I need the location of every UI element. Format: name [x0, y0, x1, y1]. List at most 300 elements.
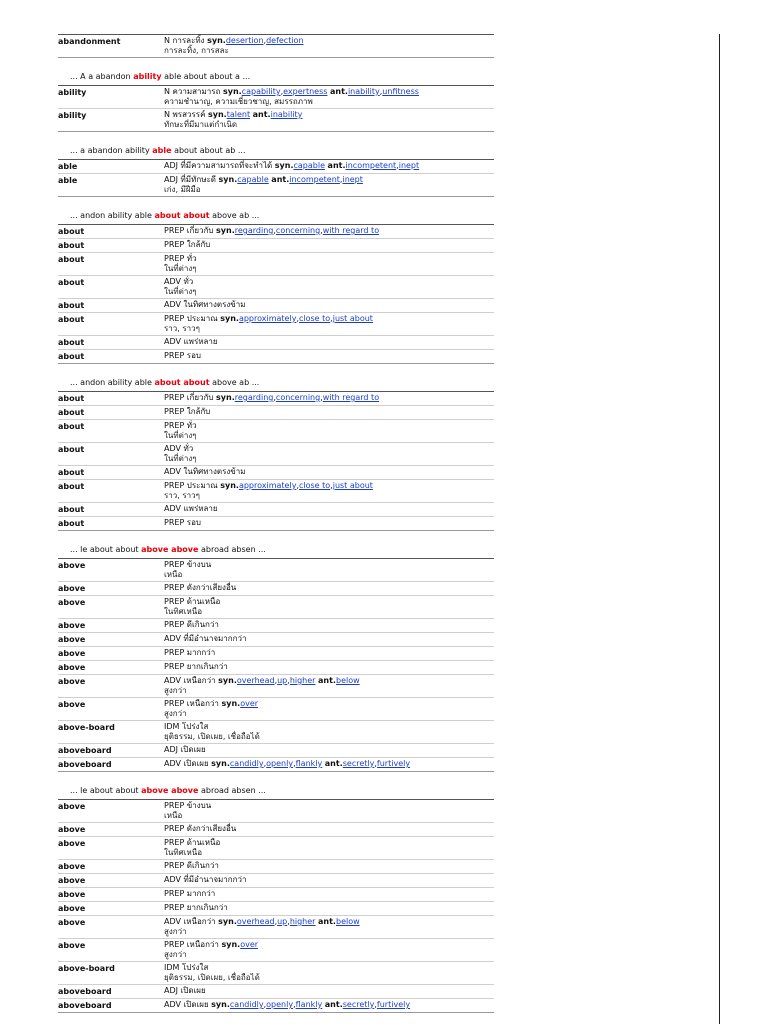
synonym-link[interactable]: up: [277, 676, 288, 685]
ant-label: ant.: [252, 110, 271, 119]
table-row: [58, 35, 494, 58]
synonym-link[interactable]: with regard to: [322, 226, 380, 235]
definition-cell: [164, 351, 494, 362]
synonym-link[interactable]: capable: [293, 161, 325, 170]
definition-text: IDM โปร่งใส: [164, 963, 209, 972]
context-pre: ... le about about: [70, 786, 139, 795]
definition-line: [164, 838, 494, 848]
definition-cell: [164, 699, 494, 719]
context-highlight: above above: [141, 786, 199, 795]
definition-line: [164, 444, 494, 454]
definition-cell: [164, 861, 494, 872]
link-separator: ,: [330, 481, 333, 490]
definition-line: [164, 240, 494, 250]
syn-label: syn.: [207, 110, 227, 119]
definition-cell: [164, 838, 494, 858]
entries-table: [58, 391, 494, 531]
ant-label: ant.: [327, 161, 346, 170]
synonym-link[interactable]: regarding: [234, 393, 274, 402]
definition-cell: [164, 314, 494, 334]
headword: above: [58, 621, 86, 630]
gloss-line: เหนือ: [164, 811, 183, 820]
table-row: [58, 420, 494, 443]
synonym-link[interactable]: openly: [266, 1000, 294, 1009]
syn-label: syn.: [218, 676, 237, 685]
definition-cell: [164, 722, 494, 742]
headword: about: [58, 468, 85, 477]
definition-text: N ความสามารถ: [164, 87, 221, 96]
definition-text: PREP เกี่ยวกับ: [164, 226, 214, 235]
synonym-link[interactable]: over: [240, 699, 259, 708]
table-row: [58, 86, 494, 109]
definition-line: [164, 963, 494, 973]
definition-text: PREP ประมาณ: [164, 481, 218, 490]
gloss-line: การละทิ้ง, การสละ: [164, 46, 229, 55]
table-row: [58, 109, 494, 132]
entries-table: [58, 558, 494, 772]
definition-line: [164, 801, 494, 811]
definition-text: PREP ดีเกินกว่า: [164, 620, 219, 629]
synonym-link[interactable]: up: [277, 917, 288, 926]
headword: about: [58, 278, 85, 287]
headword: about: [58, 338, 85, 347]
syn-label: syn.: [218, 175, 238, 184]
definition-text: PREP ใกล้กับ: [164, 240, 211, 249]
synonym-link[interactable]: regarding: [234, 226, 274, 235]
syn-label: syn.: [207, 36, 226, 45]
syn-label: syn.: [222, 87, 242, 96]
headword: about: [58, 445, 85, 454]
table-row: [58, 503, 494, 517]
headword: about: [58, 301, 85, 310]
definition-text: ADV ที่มีอำนาจมากกว่า: [164, 634, 247, 643]
definition-line: [164, 421, 494, 431]
definition-text: PREP ทั่ว: [164, 421, 197, 430]
synonym-link[interactable]: approximately: [238, 481, 297, 490]
link-separator: ,: [320, 226, 323, 235]
entry-block: [58, 210, 494, 364]
definition-cell: [164, 481, 494, 501]
definition-line: [164, 583, 494, 593]
definition-cell: [164, 421, 494, 441]
table-row: [58, 336, 494, 350]
link-separator: ,: [396, 161, 399, 170]
definition-cell: [164, 986, 494, 997]
table-row: [58, 619, 494, 633]
definition-cell: [164, 889, 494, 900]
antonym-link[interactable]: secretly: [342, 759, 375, 768]
synonym-link[interactable]: over: [240, 940, 259, 949]
ant-label: ant.: [318, 917, 336, 926]
table-row: [58, 721, 494, 744]
syn-label: syn.: [218, 917, 237, 926]
definition-cell: [164, 597, 494, 617]
definition-cell: [164, 110, 494, 130]
context-highlight: about about: [154, 378, 210, 387]
antonym-link[interactable]: secretly: [342, 1000, 375, 1009]
table-row: [58, 253, 494, 276]
definition-cell: [164, 175, 494, 195]
definition-line: [164, 917, 494, 927]
definition-line: [164, 940, 494, 950]
gloss-line: ยุติธรรม, เปิดเผย, เชื่อถือได้: [164, 732, 260, 741]
table-row: [58, 466, 494, 480]
synonym-link[interactable]: concerning: [275, 393, 321, 402]
synonym-link[interactable]: concerning: [275, 226, 321, 235]
headword: above: [58, 677, 86, 686]
definition-text: PREP รอบ: [164, 351, 201, 360]
synonym-link[interactable]: expertness: [283, 87, 328, 96]
headword: above: [58, 649, 86, 658]
gloss-line: สูงกว่า: [164, 709, 187, 718]
synonym-link[interactable]: candidly: [229, 1000, 264, 1009]
definition-line: [164, 648, 494, 658]
link-separator: ,: [263, 759, 267, 768]
table-row: [58, 517, 494, 531]
headword: aboveboard: [58, 746, 112, 755]
definition-text: ADV แพร่หลาย: [164, 504, 218, 513]
definition-line: [164, 518, 494, 528]
definition-text: ADV ในทิศทางตรงข้าม: [164, 467, 246, 476]
context-highlight: able: [152, 146, 172, 155]
table-row: [58, 661, 494, 675]
gloss-line: เก่ง, มีฝีมือ: [164, 185, 201, 194]
synonym-link[interactable]: close to: [298, 314, 331, 323]
headword: above: [58, 802, 86, 811]
definition-text: PREP ยากเกินกว่า: [164, 662, 228, 671]
definition-line: [164, 393, 494, 403]
entry-block: [58, 544, 494, 772]
context-post: about about ab ...: [174, 146, 246, 155]
headword: about: [58, 227, 85, 236]
definition-text: PREP มากกว่า: [164, 648, 216, 657]
headword: above: [58, 561, 86, 570]
definition-line: [164, 889, 494, 899]
context-highlight: about about: [154, 211, 210, 220]
synonym-link[interactable]: higher: [289, 917, 316, 926]
definition-text: ADV เปิดเผย: [164, 1000, 209, 1009]
headword: about: [58, 422, 85, 431]
context-pre: ... A a abandon: [70, 72, 131, 81]
entries-table: [58, 799, 494, 1013]
definition-cell: [164, 407, 494, 418]
table-row: [58, 276, 494, 299]
definition-cell: [164, 963, 494, 983]
definition-cell: [164, 634, 494, 645]
antonym-link[interactable]: incompetent: [345, 161, 397, 170]
definition-cell: [164, 648, 494, 659]
ant-label: ant.: [324, 759, 343, 768]
synonym-link[interactable]: flankly: [295, 759, 323, 768]
definition-cell: [164, 277, 494, 297]
link-separator: ,: [293, 759, 296, 768]
definition-line: [164, 110, 494, 120]
syn-label: syn.: [220, 314, 239, 323]
definition-text: ADJ เปิดเผย: [164, 745, 206, 754]
link-separator: ,: [273, 226, 276, 235]
ant-label: ant.: [318, 676, 336, 685]
antonym-link[interactable]: inability: [270, 110, 303, 119]
synonym-link[interactable]: approximately: [238, 314, 297, 323]
definition-cell: [164, 518, 494, 529]
table-row: [58, 647, 494, 661]
syn-label: syn.: [221, 940, 241, 949]
table-row: [58, 582, 494, 596]
table-row: [58, 916, 494, 939]
definition-line: [164, 226, 494, 236]
definition-text: PREP เกี่ยวกับ: [164, 393, 214, 402]
table-row: [58, 174, 494, 197]
definition-line: [164, 597, 494, 607]
synonym-link[interactable]: overhead: [236, 676, 275, 685]
table-row: [58, 675, 494, 698]
entries-table: [58, 85, 494, 132]
antonym-link[interactable]: inept: [398, 161, 420, 170]
antonym-link[interactable]: below: [335, 676, 360, 685]
syn-label: syn.: [211, 759, 230, 768]
context-highlight: above above: [141, 545, 199, 554]
table-row: [58, 999, 494, 1013]
definition-line: [164, 504, 494, 514]
gloss-line: ยุติธรรม, เปิดเผย, เชื่อถือได้: [164, 973, 260, 982]
headword: above: [58, 918, 86, 927]
synonym-link[interactable]: capable: [237, 175, 269, 184]
definition-text: ADV เหนือกว่า: [164, 676, 216, 685]
headword: able: [58, 176, 78, 185]
table-row: [58, 480, 494, 503]
link-separator: ,: [374, 1000, 377, 1009]
definition-text: PREP ทั่ว: [164, 254, 197, 263]
definition-cell: [164, 36, 494, 56]
antonym-link[interactable]: unfitness: [382, 87, 419, 96]
gloss-line: ราว, ราวๆ: [164, 491, 200, 500]
definition-line: [164, 314, 494, 324]
synonym-link[interactable]: desertion: [225, 36, 264, 45]
synonym-link[interactable]: just about: [332, 314, 373, 323]
headword: about: [58, 482, 85, 491]
definition-text: N การละทิ้ง: [164, 36, 205, 45]
definition-text: ADV เหนือกว่า: [164, 917, 216, 926]
table-row: [58, 392, 494, 406]
entries-table: [58, 34, 494, 58]
syn-label: syn.: [211, 1000, 230, 1009]
table-row: [58, 698, 494, 721]
definition-line: [164, 699, 494, 709]
table-row: [58, 596, 494, 619]
gloss-line: สูงกว่า: [164, 686, 187, 695]
context-pre: ... andon ability able: [70, 378, 152, 387]
definition-cell: [164, 824, 494, 835]
link-separator: ,: [296, 314, 299, 323]
table-row: [58, 758, 494, 772]
definition-line: [164, 337, 494, 347]
definition-text: PREP มากกว่า: [164, 889, 216, 898]
definition-line: [164, 861, 494, 871]
definition-text: ADJ ที่มีความสามารถที่จะทำได้: [164, 161, 273, 170]
link-separator: ,: [296, 481, 299, 490]
definition-text: PREP ยากเกินกว่า: [164, 903, 228, 912]
context-line: [58, 71, 494, 82]
headword: above: [58, 700, 86, 709]
context-post: abroad absen ...: [200, 545, 266, 554]
context-post: abroad absen ...: [200, 786, 266, 795]
table-row: [58, 888, 494, 902]
link-separator: ,: [273, 393, 276, 402]
context-post: above ab ...: [212, 378, 260, 387]
context-line: [58, 377, 494, 388]
definition-line: [164, 277, 494, 287]
antonym-link[interactable]: furtively: [376, 1000, 411, 1009]
gloss-line: ในทิศเหนือ: [164, 607, 203, 616]
synonym-link[interactable]: just about: [332, 481, 373, 490]
definition-text: PREP ข้างบน: [164, 801, 212, 810]
antonym-link[interactable]: inability: [347, 87, 380, 96]
synonym-link[interactable]: with regard to: [322, 393, 380, 402]
synonym-link[interactable]: flankly: [295, 1000, 323, 1009]
syn-label: syn.: [216, 393, 235, 402]
antonym-link[interactable]: inept: [342, 175, 363, 184]
headword: above: [58, 876, 86, 885]
definition-line: [164, 903, 494, 913]
gloss-line: ทักษะที่มีมาแต่กำเนิด: [164, 120, 238, 129]
context-line: [58, 544, 494, 555]
synonym-link[interactable]: capability: [241, 87, 281, 96]
link-separator: ,: [320, 393, 323, 402]
antonym-link[interactable]: furtively: [376, 759, 411, 768]
table-row: [58, 299, 494, 313]
context-highlight: ability: [133, 72, 162, 81]
headword: above: [58, 941, 86, 950]
table-row: [58, 559, 494, 582]
table-row: [58, 962, 494, 985]
entry-block: [58, 785, 494, 1013]
synonym-link[interactable]: talent: [226, 110, 251, 119]
definition-text: ADJ เปิดเผย: [164, 986, 206, 995]
headword: above: [58, 839, 86, 848]
headword: above: [58, 825, 86, 834]
synonym-link[interactable]: defection: [266, 36, 304, 45]
definition-text: ADV ทั่ว: [164, 444, 194, 453]
definition-text: PREP ประมาณ: [164, 314, 218, 323]
definition-cell: [164, 240, 494, 251]
definition-line: [164, 481, 494, 491]
syn-label: syn.: [221, 699, 241, 708]
definition-text: ADV เปิดเผย: [164, 759, 209, 768]
headword: above: [58, 890, 86, 899]
headword: able: [58, 162, 78, 171]
definition-cell: [164, 467, 494, 478]
definition-text: PREP ใกล้กับ: [164, 407, 211, 416]
definition-line: [164, 560, 494, 570]
table-row: [58, 633, 494, 647]
link-separator: ,: [263, 36, 267, 45]
definition-text: N พรสวรรค์: [164, 110, 206, 119]
definition-cell: [164, 226, 494, 237]
definition-text: ADV ในทิศทางตรงข้าม: [164, 300, 246, 309]
context-line: [58, 210, 494, 221]
antonym-link[interactable]: below: [335, 917, 360, 926]
gloss-line: ในที่ต่างๆ: [164, 431, 197, 440]
headword: above: [58, 663, 86, 672]
headword: about: [58, 241, 85, 250]
table-row: [58, 350, 494, 364]
table-row: [58, 160, 494, 174]
entry-block: [58, 377, 494, 531]
definition-line: [164, 351, 494, 361]
syn-label: syn.: [220, 481, 239, 490]
entry-block: [58, 71, 494, 132]
table-row: [58, 313, 494, 336]
synonym-link[interactable]: close to: [298, 481, 331, 490]
entries-container: [58, 34, 494, 1013]
headword: aboveboard: [58, 987, 112, 996]
headword: aboveboard: [58, 760, 112, 769]
headword: abandonment: [58, 37, 121, 46]
synonym-link[interactable]: openly: [266, 759, 294, 768]
definition-text: PREP ดีเกินกว่า: [164, 861, 219, 870]
context-pre: ... a abandon ability: [70, 146, 150, 155]
link-separator: ,: [287, 917, 290, 926]
synonym-link[interactable]: candidly: [229, 759, 264, 768]
table-row: [58, 225, 494, 239]
link-separator: ,: [263, 1000, 267, 1009]
definition-cell: [164, 504, 494, 515]
definition-line: [164, 676, 494, 686]
synonym-link[interactable]: overhead: [236, 917, 275, 926]
syn-label: syn.: [274, 161, 294, 170]
gloss-line: สูงกว่า: [164, 950, 187, 959]
gloss-line: ในที่ต่างๆ: [164, 287, 197, 296]
definition-text: IDM โปร่งใส: [164, 722, 209, 731]
definition-cell: [164, 337, 494, 348]
definition-cell: [164, 745, 494, 756]
gloss-line: ในทิศเหนือ: [164, 848, 203, 857]
definition-line: [164, 467, 494, 477]
definition-cell: [164, 300, 494, 311]
definition-cell: [164, 161, 494, 172]
context-line: [58, 145, 494, 156]
headword: above: [58, 862, 86, 871]
synonym-link[interactable]: higher: [289, 676, 316, 685]
definition-cell: [164, 875, 494, 886]
table-row: [58, 823, 494, 837]
definition-text: ADV แพร่หลาย: [164, 337, 218, 346]
definition-line: [164, 662, 494, 672]
context-post: above ab ...: [212, 211, 260, 220]
antonym-link[interactable]: incompetent: [289, 175, 340, 184]
entries-table: [58, 159, 494, 197]
gloss-line: ในที่ต่างๆ: [164, 454, 197, 463]
entries-table: [58, 224, 494, 364]
headword: about: [58, 519, 85, 528]
definition-text: PREP ดังกว่าเสียงอื่น: [164, 583, 237, 592]
gloss-line: ในที่ต่างๆ: [164, 264, 197, 273]
definition-line: [164, 634, 494, 644]
definition-line: [164, 986, 494, 996]
headword: above-board: [58, 964, 115, 973]
definition-text: PREP ข้างบน: [164, 560, 212, 569]
headword: above: [58, 598, 86, 607]
entry-block: [58, 34, 494, 58]
definition-line: [164, 620, 494, 630]
context-pre: ... le about about: [70, 545, 139, 554]
headword: about: [58, 315, 85, 324]
definition-cell: [164, 676, 494, 696]
headword: above: [58, 584, 86, 593]
headword: about: [58, 505, 85, 514]
gloss-line: ความชำนาญ, ความเชี่ยวชาญ, สมรรถภาพ: [164, 97, 313, 106]
definition-cell: [164, 620, 494, 631]
